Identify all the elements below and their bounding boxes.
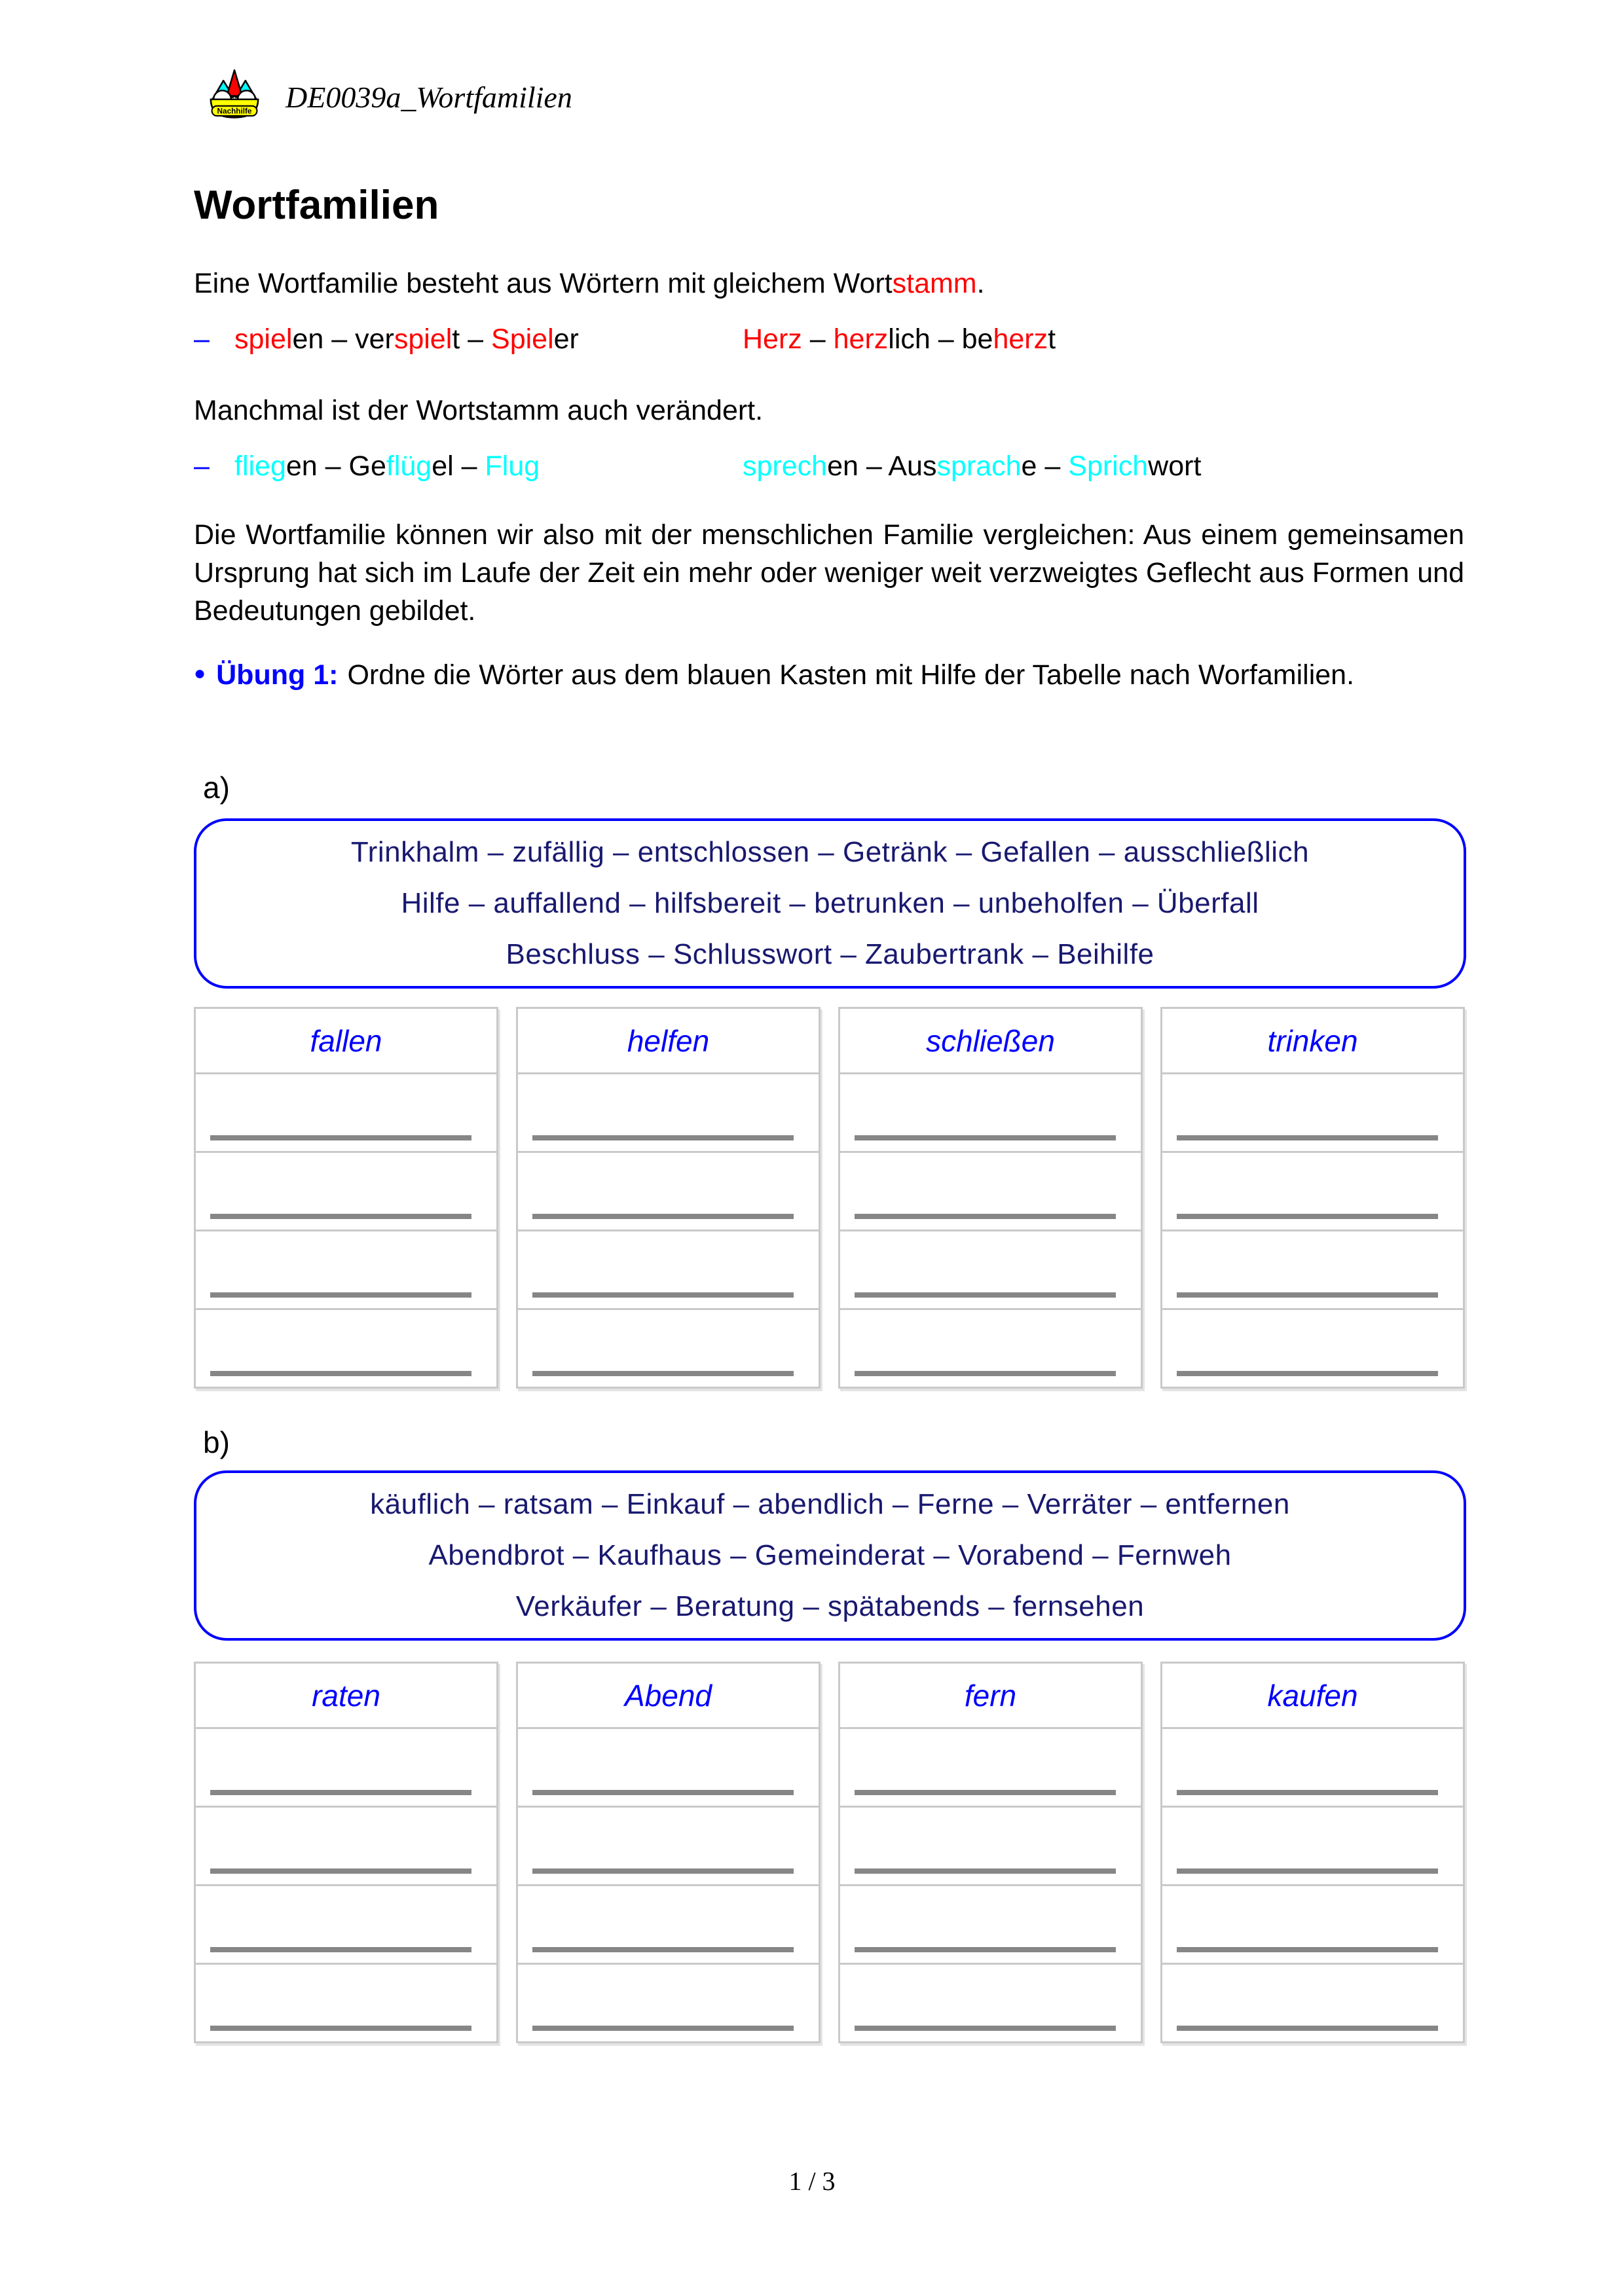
exercise-instruction xyxy=(194,656,1464,697)
writing-line xyxy=(855,1868,1116,1874)
table-a-column-helfen xyxy=(516,1007,821,1389)
table-b-column-fern xyxy=(838,1662,1143,2043)
text-segment: er xyxy=(553,323,579,355)
word-box-line: Hilfe – auffallend – hilfsbereit – betrunken – unbeholfen – Überfall xyxy=(401,887,1259,919)
table-column-header: Abend xyxy=(518,1664,819,1729)
table-column-header: kaufen xyxy=(1162,1664,1463,1729)
changed-stem-paragraph: Manchmal ist der Wortstamm auch verändert. xyxy=(194,395,764,426)
writing-line xyxy=(210,1868,471,1874)
wordstem-highlight: Sprich xyxy=(1068,450,1149,482)
answer-cell[interactable] xyxy=(1162,1808,1463,1886)
example-group xyxy=(234,323,743,355)
section-a-label: a) xyxy=(203,771,230,805)
table-column-header: fern xyxy=(840,1664,1141,1729)
wordstem-highlight: herz xyxy=(993,323,1048,355)
writing-line xyxy=(855,1214,1116,1219)
answer-cell[interactable] xyxy=(840,1074,1141,1153)
table-a-column-trinken xyxy=(1160,1007,1465,1389)
answer-cell[interactable] xyxy=(518,1729,819,1808)
example-group xyxy=(743,323,1056,355)
answer-cell[interactable] xyxy=(840,1729,1141,1808)
list-dash: – xyxy=(194,323,210,355)
writing-line xyxy=(1177,1868,1438,1874)
text-segment: – xyxy=(802,323,834,355)
wordstem-highlight: flüg xyxy=(386,450,432,482)
writing-line xyxy=(1177,2026,1438,2031)
wordstem-highlight: spiel xyxy=(234,323,293,355)
answer-cell[interactable] xyxy=(840,1808,1141,1886)
word-box-a xyxy=(194,818,1466,989)
intro-paragraph xyxy=(194,264,1464,302)
answer-cell[interactable] xyxy=(840,1965,1141,2041)
answer-cell[interactable] xyxy=(196,1808,496,1886)
logo-label: Nachhilfe xyxy=(217,107,252,116)
page-number: 1 / 3 xyxy=(788,2166,836,2196)
text-segment: lich – be xyxy=(888,323,993,355)
answer-cell[interactable] xyxy=(518,1886,819,1965)
answer-cell[interactable] xyxy=(840,1231,1141,1310)
answer-cell[interactable] xyxy=(1162,1153,1463,1231)
list-dash: – xyxy=(194,450,210,482)
writing-line xyxy=(855,1292,1116,1298)
word-box-line: Beschluss – Schlusswort – Zaubertrank – Beihilfe xyxy=(506,938,1154,970)
answer-cell[interactable] xyxy=(518,1310,819,1387)
wordstem-highlight: sprech xyxy=(743,450,828,482)
answer-table-b xyxy=(194,1662,1465,2043)
writing-line xyxy=(532,1214,794,1219)
answer-cell[interactable] xyxy=(1162,1231,1463,1310)
answer-cell[interactable] xyxy=(196,1886,496,1965)
answer-table-a xyxy=(194,1007,1465,1389)
writing-line xyxy=(210,1947,471,1952)
nachhilfe-logo-icon xyxy=(207,65,262,124)
page-title: Wortfamilien xyxy=(194,183,439,228)
writing-line xyxy=(855,1947,1116,1952)
word-box-line: käuflich – ratsam – Einkauf – abendlich – Ferne – Verräter – entfernen xyxy=(370,1488,1290,1520)
word-box-line: Verkäufer – Beratung – spätabends – fernsehen xyxy=(515,1590,1145,1622)
writing-line xyxy=(210,1214,471,1219)
text-segment: Eine Wortfamilie besteht aus Wörtern mit gleichem Wort xyxy=(194,268,893,299)
comparison-paragraph: Die Wortfamilie können wir also mit der menschlichen Familie vergleichen: Aus einem gemeinsamen Ursprung hat sich im Laufe der Zeit ein mehr oder weniger weit verzweigtes Geflecht aus Formen und Bedeutungen gebildet. xyxy=(194,519,1464,627)
writing-line xyxy=(532,1292,794,1298)
table-column-header: raten xyxy=(196,1664,496,1729)
table-b-column-raten xyxy=(194,1662,498,2043)
writing-line xyxy=(532,1135,794,1140)
wordstem-highlight: Herz xyxy=(743,323,802,355)
text-segment: en – Aus xyxy=(827,450,937,482)
text-segment: t xyxy=(1048,323,1056,355)
text-segment: en – ver xyxy=(292,323,394,355)
wordstem-highlight: flieg xyxy=(234,450,286,482)
writing-line xyxy=(532,1371,794,1376)
answer-cell[interactable] xyxy=(518,1808,819,1886)
wordstem-highlight: Flug xyxy=(485,450,540,482)
word-box-line: Abendbrot – Kaufhaus – Gemeinderat – Vorabend – Fernweh xyxy=(428,1539,1232,1571)
writing-line xyxy=(210,1790,471,1795)
writing-line xyxy=(210,1135,471,1140)
document-id: DE0039a_Wortfamilien xyxy=(286,81,572,114)
answer-cell[interactable] xyxy=(196,1729,496,1808)
table-column-header: trinken xyxy=(1162,1009,1463,1074)
answer-cell[interactable] xyxy=(196,1074,496,1153)
writing-line xyxy=(532,2026,794,2031)
text-segment: wort xyxy=(1148,450,1202,482)
text-segment: e – xyxy=(1021,450,1069,482)
example-group xyxy=(743,450,1201,483)
writing-line xyxy=(532,1868,794,1874)
writing-line xyxy=(210,2026,471,2031)
table-column-header: fallen xyxy=(196,1009,496,1074)
text-segment: . xyxy=(976,268,985,299)
writing-line xyxy=(1177,1947,1438,1952)
table-column-header: schließen xyxy=(840,1009,1141,1074)
answer-cell[interactable] xyxy=(840,1310,1141,1387)
writing-line xyxy=(855,2026,1116,2031)
table-b-column-kaufen xyxy=(1160,1662,1465,2043)
answer-cell[interactable] xyxy=(518,1231,819,1310)
word-box-b xyxy=(194,1470,1466,1641)
example-group xyxy=(234,450,743,483)
answer-cell[interactable] xyxy=(840,1153,1141,1231)
table-a-column-schliessen xyxy=(838,1007,1143,1389)
writing-line xyxy=(855,1135,1116,1140)
writing-line xyxy=(1177,1135,1438,1140)
answer-cell[interactable] xyxy=(196,1231,496,1310)
answer-cell[interactable] xyxy=(1162,1729,1463,1808)
wordstem-highlight: sprach xyxy=(936,450,1022,482)
example-row-fliegen-sprechen xyxy=(194,450,1201,483)
writing-line xyxy=(210,1292,471,1298)
answer-cell[interactable] xyxy=(840,1886,1141,1965)
answer-cell[interactable] xyxy=(196,1310,496,1387)
writing-line xyxy=(532,1947,794,1952)
writing-line xyxy=(210,1371,471,1376)
exercise-text: Ordne die Wörter aus dem blauen Kasten mit Hilfe der Tabelle nach Worfamilien. xyxy=(347,659,1355,691)
table-column-header: helfen xyxy=(518,1009,819,1074)
writing-line xyxy=(855,1371,1116,1376)
answer-cell[interactable] xyxy=(196,1153,496,1231)
writing-line xyxy=(1177,1790,1438,1795)
answer-cell[interactable] xyxy=(1162,1886,1463,1965)
wordstem-highlight: stamm xyxy=(892,268,977,299)
wordstem-highlight: Spiel xyxy=(491,323,554,355)
exercise-label: Übung 1: xyxy=(216,659,339,691)
document-header xyxy=(207,65,572,124)
table-a-column-fallen xyxy=(194,1007,498,1389)
answer-cell[interactable] xyxy=(1162,1074,1463,1153)
text-segment: t – xyxy=(452,323,492,355)
section-b-label: b) xyxy=(203,1425,230,1459)
answer-cell[interactable] xyxy=(196,1965,496,2041)
table-b-column-abend xyxy=(516,1662,821,2043)
bullet-icon: ● xyxy=(194,663,206,684)
writing-line xyxy=(1177,1214,1438,1219)
writing-line xyxy=(532,1790,794,1795)
answer-cell[interactable] xyxy=(518,1153,819,1231)
word-box-line: Trinkhalm – zufällig – entschlossen – Getränk – Gefallen – ausschließlich xyxy=(350,836,1310,868)
wordstem-highlight: spiel xyxy=(394,323,452,355)
writing-line xyxy=(855,1790,1116,1795)
text-segment: en – Ge xyxy=(286,450,386,482)
text-segment: el – xyxy=(432,450,485,482)
writing-line xyxy=(1177,1371,1438,1376)
example-row-spielen-herz xyxy=(194,323,1056,355)
answer-cell[interactable] xyxy=(1162,1310,1463,1387)
answer-cell[interactable] xyxy=(518,1074,819,1153)
answer-cell[interactable] xyxy=(518,1965,819,2041)
wordstem-highlight: herz xyxy=(833,323,889,355)
writing-line xyxy=(1177,1292,1438,1298)
answer-cell[interactable] xyxy=(1162,1965,1463,2041)
